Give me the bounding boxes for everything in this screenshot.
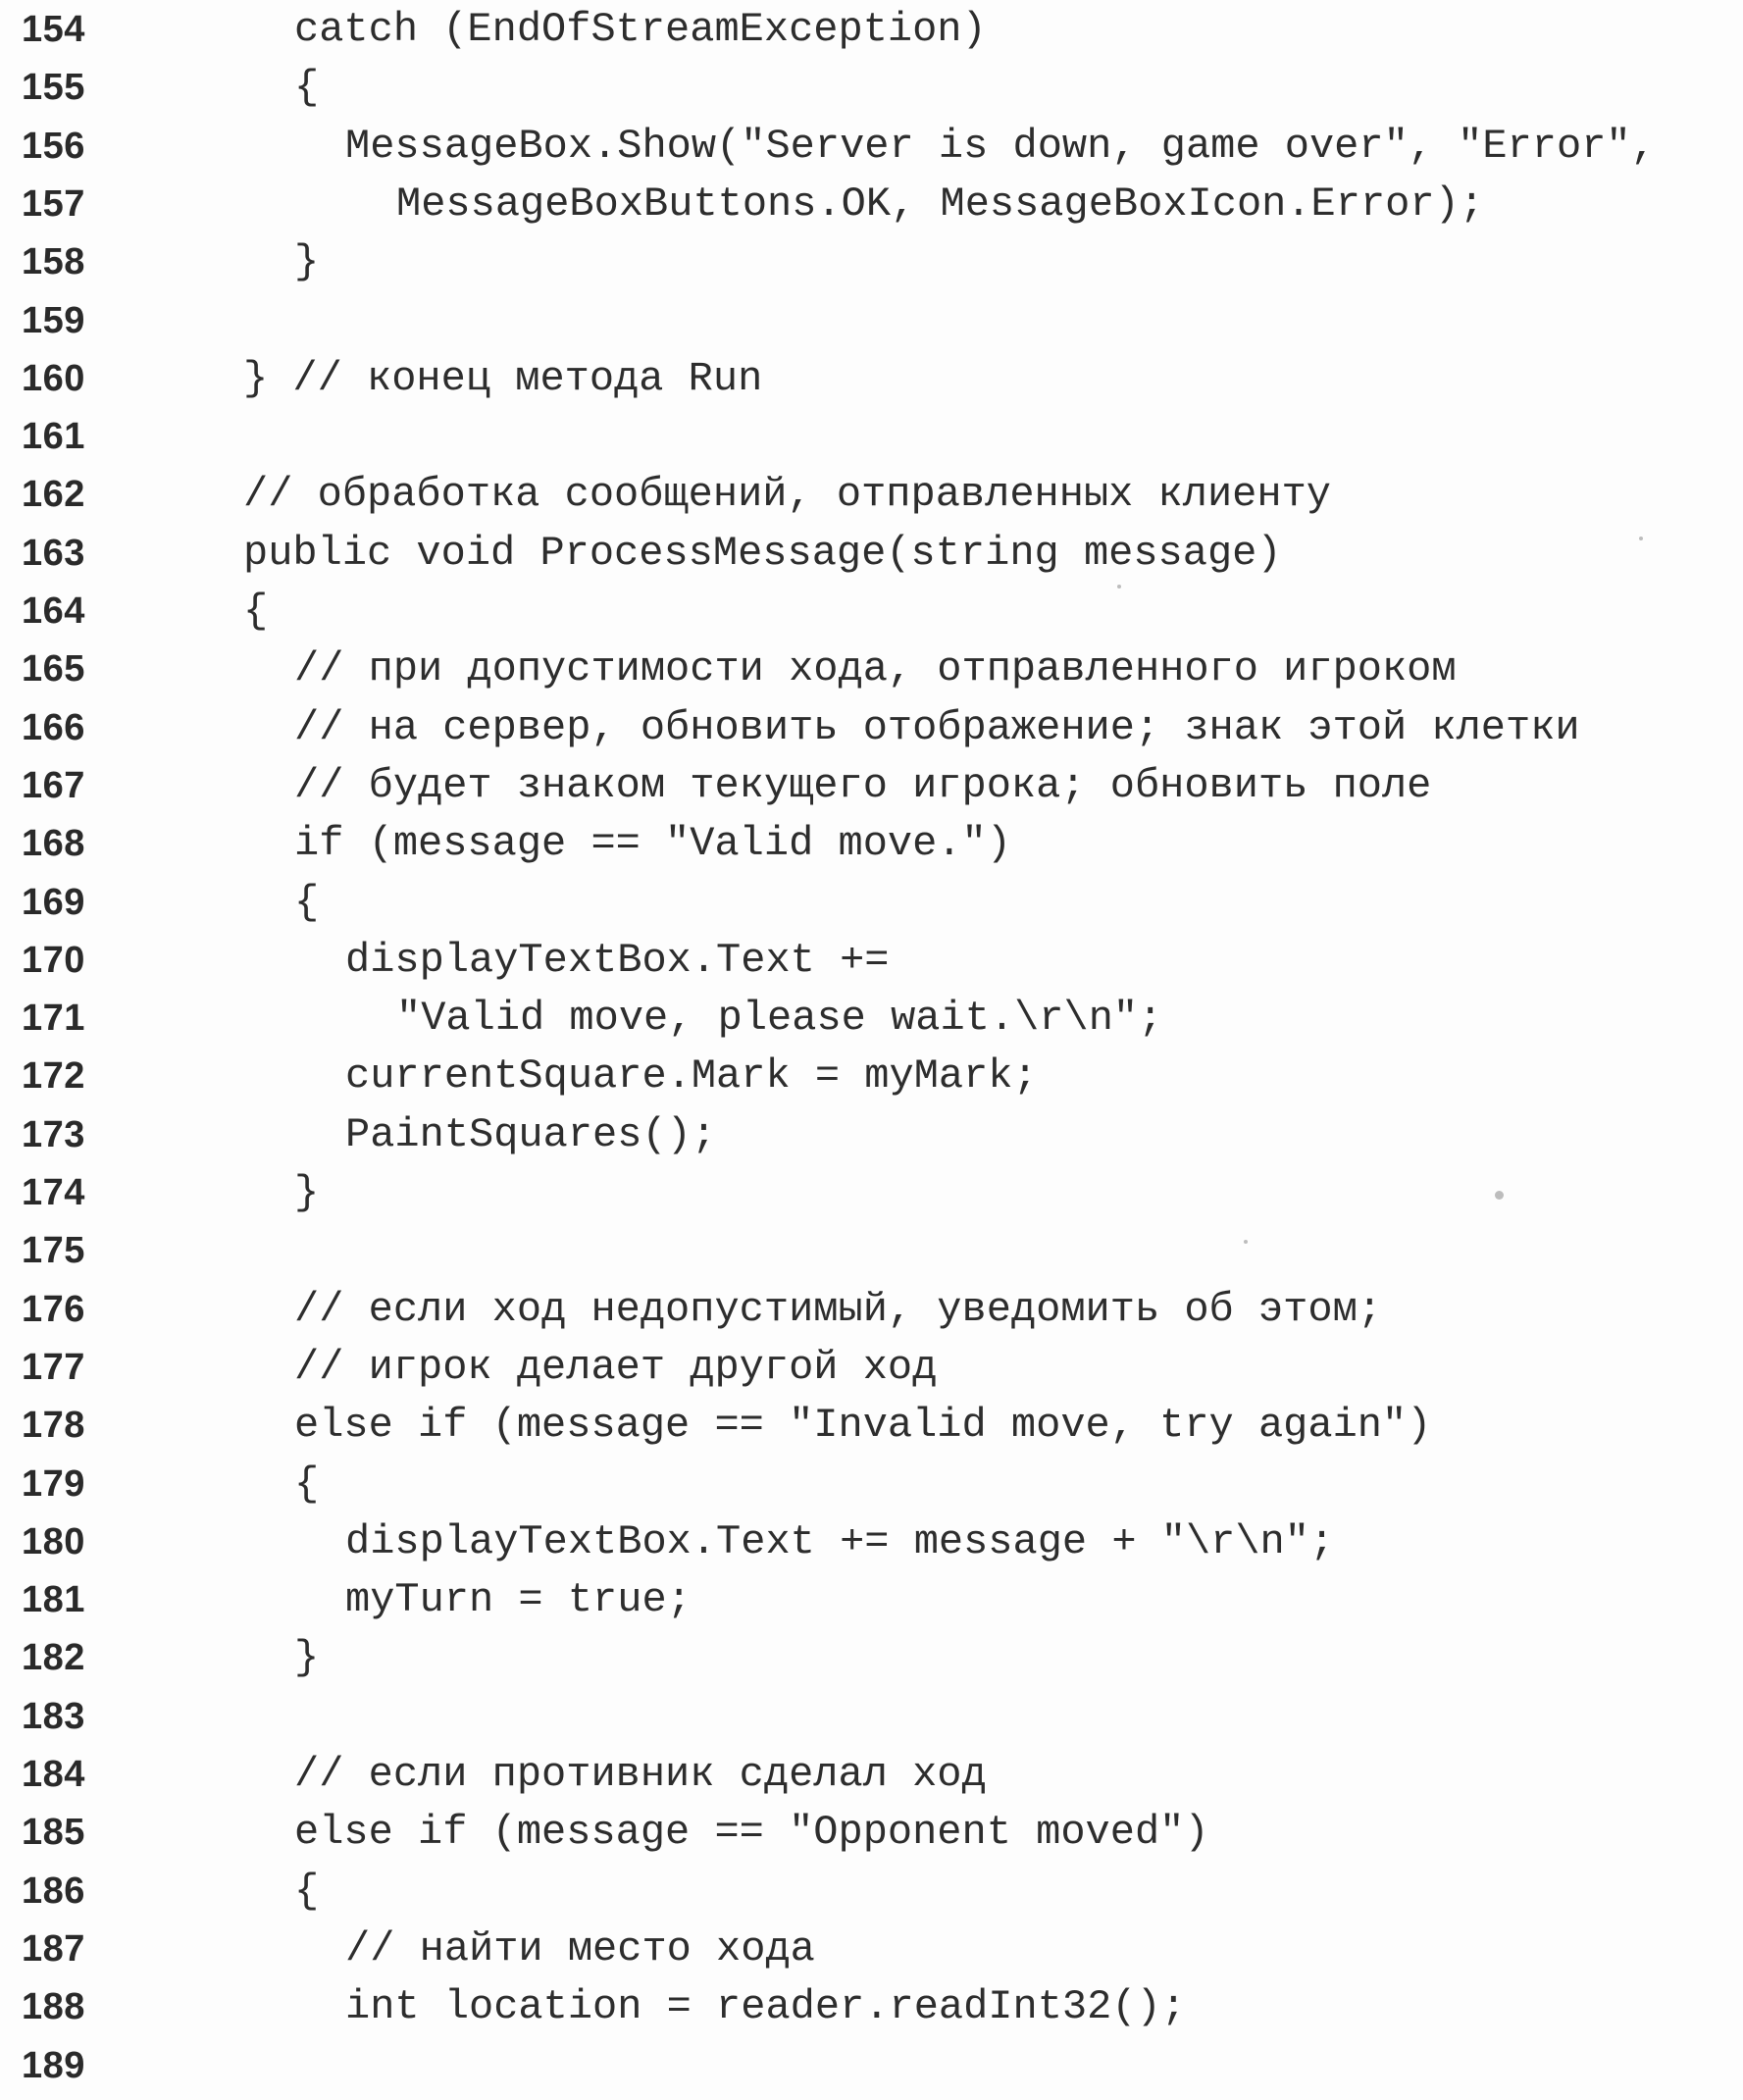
code-line: [0, 1169, 1743, 1249]
code-text: // игрок делает другой ход: [294, 1343, 938, 1391]
line-number: 154: [22, 9, 85, 50]
line-number: 166: [22, 706, 85, 748]
code-text: PaintSquares();: [345, 1110, 717, 1158]
code-text: {: [294, 64, 320, 112]
scan-speck: [1639, 537, 1643, 540]
code-text: // будет знаком текущего игрока; обновить поле: [294, 761, 1432, 809]
code-line: [0, 1867, 1743, 1947]
line-number: 188: [22, 1986, 85, 2028]
code-text: myTurn = true;: [345, 1576, 692, 1624]
code-text: // обработка сообщений, отправленных клиенту: [243, 471, 1331, 519]
code-line: [0, 1517, 1743, 1598]
line-number: 167: [22, 764, 85, 806]
line-number: 179: [22, 1462, 85, 1505]
line-number: 163: [22, 532, 85, 574]
code-text: displayTextBox.Text += message + "\r\n";: [345, 1517, 1335, 1565]
line-number: 162: [22, 474, 85, 516]
line-number: 176: [22, 1288, 85, 1330]
code-line: [0, 820, 1743, 899]
line-number: 175: [22, 1230, 85, 1272]
code-text: currentSquare.Mark = myMark;: [345, 1052, 1038, 1101]
code-line: [0, 1634, 1743, 1714]
line-number: 185: [22, 1812, 85, 1854]
code-line: [0, 1402, 1743, 1481]
code-text: // найти место хода: [345, 1924, 815, 1972]
code-line: [0, 1809, 1743, 1888]
code-text: }: [294, 1169, 320, 1216]
line-number: 161: [22, 416, 85, 458]
line-number: 171: [22, 998, 85, 1040]
code-text: int location = reader.readInt32();: [345, 1983, 1186, 2031]
code-line: [0, 1576, 1743, 1656]
line-number: 164: [22, 590, 85, 632]
line-number: 178: [22, 1405, 85, 1447]
line-number: 186: [22, 1870, 85, 1912]
code-line: [0, 1110, 1743, 1191]
line-number: 173: [22, 1113, 85, 1155]
code-text: }: [294, 1634, 320, 1682]
code-text: }: [294, 238, 320, 286]
code-text: displayTextBox.Text +=: [345, 936, 890, 984]
code-line: [0, 1052, 1743, 1132]
code-line: [0, 6, 1743, 85]
code-text: // если противник сделал ход: [294, 1751, 987, 1798]
line-number: 158: [22, 241, 85, 283]
code-text: public void ProcessMessage(string message): [243, 529, 1282, 577]
line-number: 155: [22, 67, 85, 109]
code-text: {: [294, 1460, 320, 1508]
line-number: 160: [22, 357, 85, 399]
code-text: // если ход недопустимый, уведомить об этом;: [294, 1285, 1382, 1333]
line-number: 187: [22, 1927, 85, 1970]
line-number: 182: [22, 1637, 85, 1679]
line-number: 184: [22, 1754, 85, 1795]
code-line: [0, 354, 1743, 435]
line-number: 157: [22, 182, 85, 225]
line-number: 189: [22, 2044, 85, 2086]
line-number: 172: [22, 1055, 85, 1098]
code-line: [0, 238, 1743, 318]
code-line: [0, 179, 1743, 260]
code-text: else if (message == "Invalid move, try again"): [294, 1402, 1432, 1450]
scan-speck: [1495, 1191, 1504, 1200]
line-number: 159: [22, 299, 85, 341]
code-text: "Valid move, please wait.\r\n";: [396, 995, 1163, 1043]
code-text: } // конец метода Run: [243, 354, 763, 402]
code-text: {: [243, 588, 269, 635]
code-text: else if (message == "Opponent moved"): [294, 1809, 1209, 1857]
code-text: if (message == "Valid move."): [294, 820, 1011, 868]
code-text: {: [294, 1867, 320, 1915]
code-line: [0, 1983, 1743, 2063]
code-text: // при допустимости хода, отправленного игроком: [294, 645, 1457, 693]
line-number: 165: [22, 648, 85, 691]
code-text: {: [294, 878, 320, 926]
line-number: 169: [22, 881, 85, 923]
scan-speck: [1117, 585, 1121, 589]
line-number: 177: [22, 1346, 85, 1388]
line-number: 168: [22, 823, 85, 865]
scan-speck: [1244, 1240, 1248, 1244]
line-number: 183: [22, 1695, 85, 1737]
line-number: 156: [22, 125, 85, 167]
code-line: [0, 2044, 1743, 2100]
line-number: 180: [22, 1520, 85, 1562]
line-number: 181: [22, 1579, 85, 1621]
code-text: MessageBoxButtons.OK, MessageBoxIcon.Error);: [396, 179, 1484, 228]
code-text: MessageBox.Show("Server is down, game over", "Error",: [345, 122, 1656, 170]
line-number: 170: [22, 939, 85, 981]
line-number: 174: [22, 1172, 85, 1213]
code-text: catch (EndOfStreamException): [294, 6, 987, 53]
code-text: // на сервер, обновить отображение; знак этой клетки: [294, 703, 1580, 751]
